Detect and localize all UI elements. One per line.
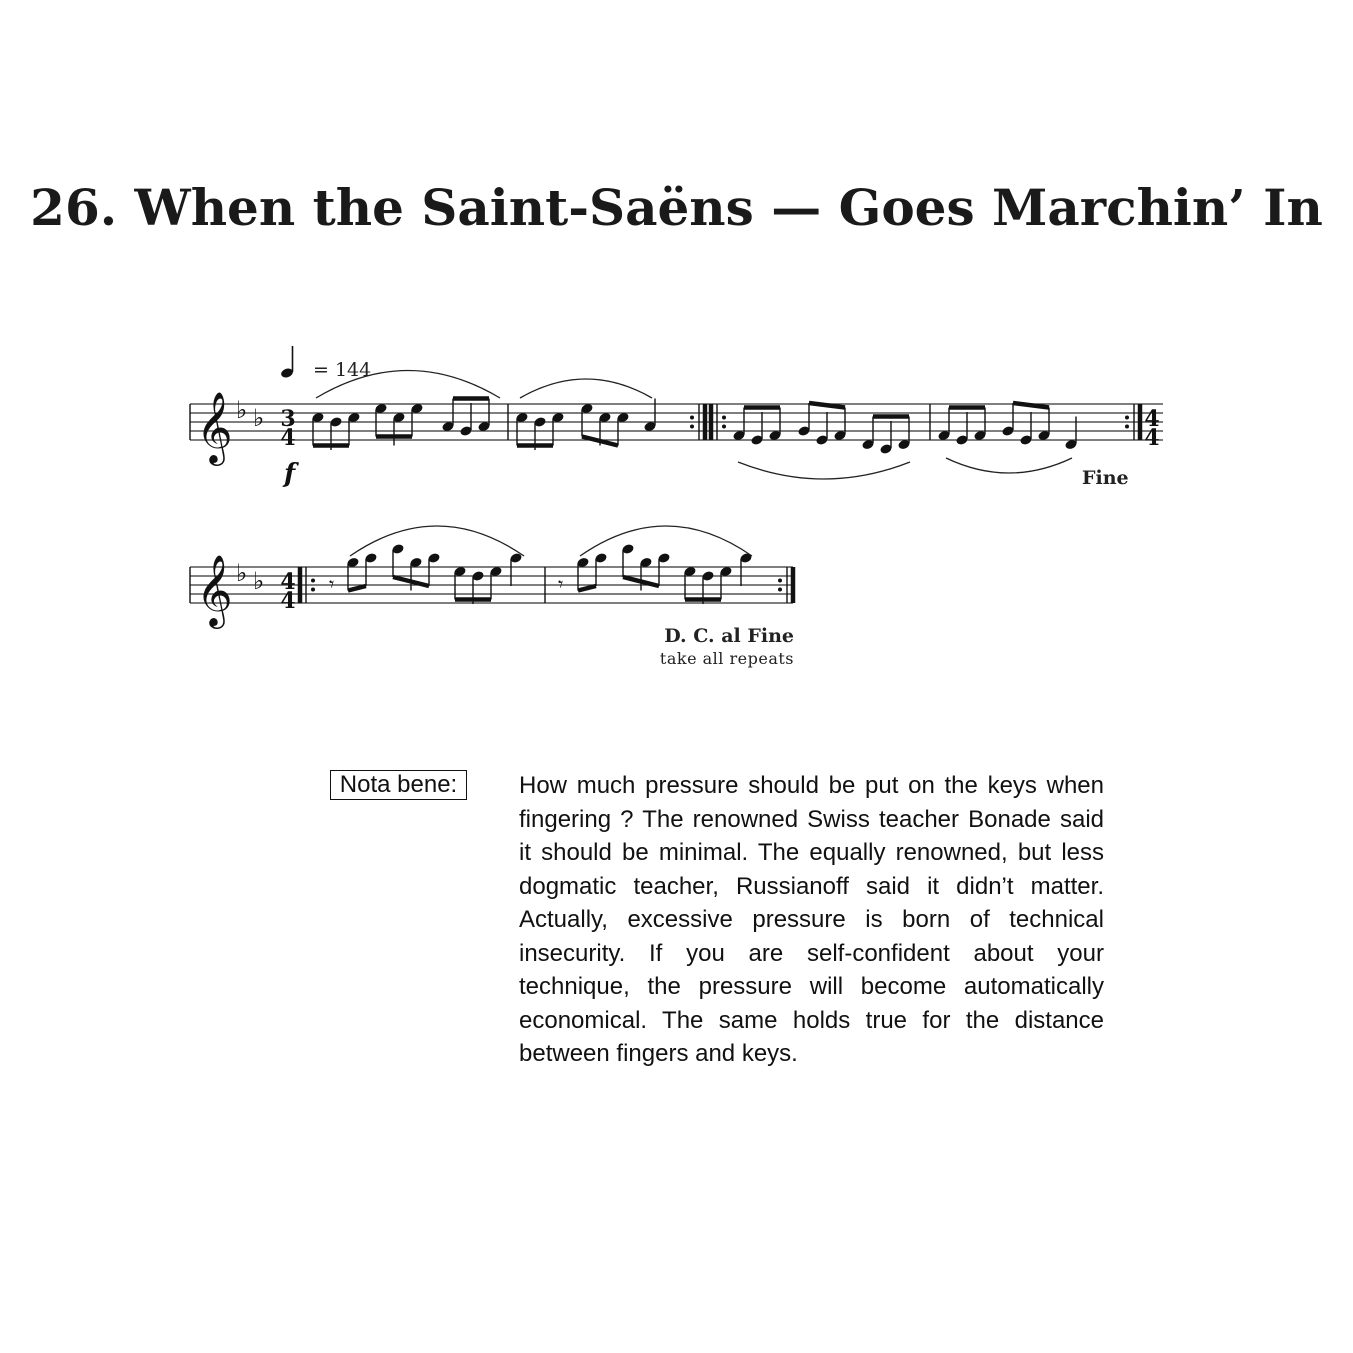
flat-icon: ♭ (253, 404, 265, 432)
repeat-dot (1125, 425, 1129, 429)
slur (350, 526, 524, 556)
slur (580, 526, 752, 556)
repeat-dot (722, 425, 726, 429)
repeat-dot (722, 416, 726, 420)
time-sig-1-bottom: 4 (280, 425, 296, 451)
time-sig-1-top: 3 (280, 406, 296, 432)
slur (738, 462, 910, 479)
flat-icon: ♭ (236, 559, 248, 587)
repeat-dot (1125, 416, 1129, 420)
fine-label: Fine (1082, 467, 1129, 489)
nota-bene-label: Nota bene: (330, 770, 467, 800)
time-sig-3-top: 4 (280, 569, 296, 595)
eighth-rest-icon: 𝄾 (558, 572, 564, 596)
take-all-repeats-label: take all repeats (659, 649, 794, 668)
beam (348, 586, 366, 591)
dc-al-fine-label: D. C. al Fine (664, 625, 794, 647)
slur (946, 458, 1072, 473)
slur (520, 379, 652, 398)
flat-icon: ♭ (253, 567, 265, 595)
time-sig-2-top: 4 (1144, 406, 1160, 432)
time-sig-2-bottom: 4 (1144, 425, 1160, 451)
tempo-marking (280, 346, 371, 381)
eighth-rest-icon: 𝄾 (329, 572, 335, 596)
nota-bene-text: How much pressure should be put on the keys when fingering ? The renowned Swiss teacher Bonade said it should be minimal. The equally renowned, but less dogmatic teacher, Russianoff said it didn’t matter. Actually, excessive pressure is born of technical insecurity. If you are self-confident about your technique, the pressure will become automatically economical. The same holds true for the distance between fingers and keys. (519, 772, 1104, 1067)
time-sig-3-bottom: 4 (280, 588, 296, 614)
treble-clef-icon: 𝄞 (196, 390, 233, 463)
tempo-text: = 144 (313, 359, 372, 381)
page-title: 26. When the Saint-Saëns — Goes Marchin’ In (30, 178, 1323, 237)
repeat-dot (778, 588, 782, 592)
repeat-dot (690, 425, 694, 429)
staff-line-1 (190, 371, 1163, 480)
dynamic-marking: f (284, 459, 296, 489)
repeat-dot (311, 579, 315, 583)
repeat-dot (778, 579, 782, 583)
repeat-dot (311, 588, 315, 592)
flat-icon: ♭ (236, 396, 248, 424)
beam (578, 586, 596, 591)
treble-clef-icon: 𝄞 (196, 553, 233, 626)
repeat-dot (690, 416, 694, 420)
